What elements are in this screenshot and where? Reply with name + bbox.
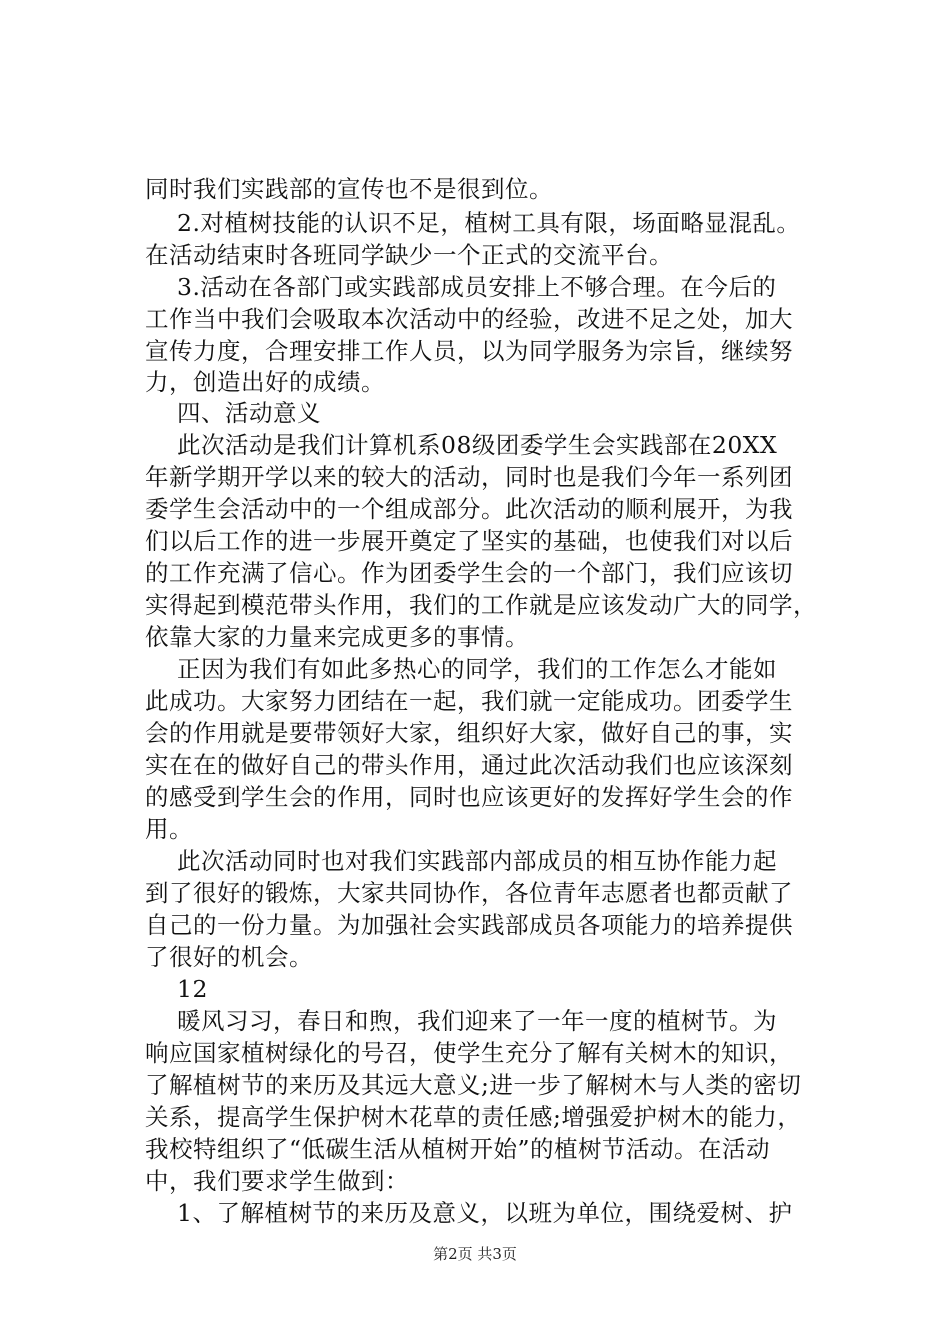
section-heading: 四、活动意义 xyxy=(177,399,321,427)
text-line: 的感受到学生会的作用，同时也应该更好的发挥好学生会的作 xyxy=(145,783,793,811)
text-line: 依靠大家的力量来完成更多的事情。 xyxy=(145,623,529,651)
text-line: 的工作充满了信心。作为团委学生会的一个部门，我们应该切 xyxy=(145,559,793,587)
text-line: 们以后工作的进一步展开奠定了坚实的基础，也使我们对以后 xyxy=(145,527,793,555)
text-line: 此次活动是我们计算机系08级团委学生会实践部在20XX xyxy=(177,431,778,459)
text-line: 年新学期开学以来的较大的活动，同时也是我们今年一系列团 xyxy=(145,463,793,491)
text-line: 在活动结束时各班同学缺少一个正式的交流平台。 xyxy=(145,241,673,269)
text-line: 会的作用就是要带领好大家，组织好大家，做好自己的事，实 xyxy=(145,719,793,747)
text-line: 自己的一份力量。为加强社会实践部成员各项能力的培养提供 xyxy=(145,911,793,939)
text-line: 宣传力度，合理安排工作人员，以为同学服务为宗旨，继续努 xyxy=(145,337,793,365)
section-number: 12 xyxy=(177,975,208,1003)
text-line: 了很好的机会。 xyxy=(145,943,313,971)
text-line: 暖风习习，春日和煦，我们迎来了一年一度的植树节。为 xyxy=(177,1007,777,1035)
text-line: 我校特组织了“低碳生活从植树开始”的植树节活动。在活动 xyxy=(145,1135,771,1163)
text-line: 委学生会活动中的一个组成部分。此次活动的顺利展开，为我 xyxy=(145,495,793,523)
text-line: 了解植树节的来历及其远大意义;进一步了解树木与人类的密切 xyxy=(145,1071,802,1099)
text-line: 此成功。大家努力团结在一起，我们就一定能成功。团委学生 xyxy=(145,687,793,715)
text-line: 正因为我们有如此多热心的同学，我们的工作怎么才能如 xyxy=(177,655,777,683)
text-line: 关系，提高学生保护树木花草的责任感;增强爱护树木的能力， xyxy=(145,1103,802,1131)
text-line: 同时我们实践部的宣传也不是很到位。 xyxy=(145,175,553,203)
text-line: 此次活动同时也对我们实践部内部成员的相互协作能力起 xyxy=(177,847,777,875)
text-line: 响应国家植树绿化的号召，使学生充分了解有关树木的知识， xyxy=(145,1039,793,1067)
text-line: 中，我们要求学生做到： xyxy=(145,1167,409,1195)
text-line: 1、了解植树节的来历及意义，以班为单位，围绕爱树、护 xyxy=(177,1199,793,1227)
text-line: 2.对植树技能的认识不足，植树工具有限，场面略显混乱。 xyxy=(177,209,801,237)
text-line: 工作当中我们会吸取本次活动中的经验，改进不足之处，加大 xyxy=(145,305,793,333)
text-line: 3.活动在各部门或实践部成员安排上不够合理。在今后的 xyxy=(177,273,777,301)
text-line: 用。 xyxy=(145,815,193,843)
text-line: 到了很好的锻炼，大家共同协作，各位青年志愿者也都贡献了 xyxy=(145,879,793,907)
page-number-footer: 第2页 共3页 xyxy=(433,1245,517,1263)
text-line: 实得起到模范带头作用，我们的工作就是应该发动广大的同学， xyxy=(145,591,817,619)
text-line: 实在在的做好自己的带头作用，通过此次活动我们也应该深刻 xyxy=(145,751,793,779)
text-line: 力，创造出好的成绩。 xyxy=(145,368,385,396)
